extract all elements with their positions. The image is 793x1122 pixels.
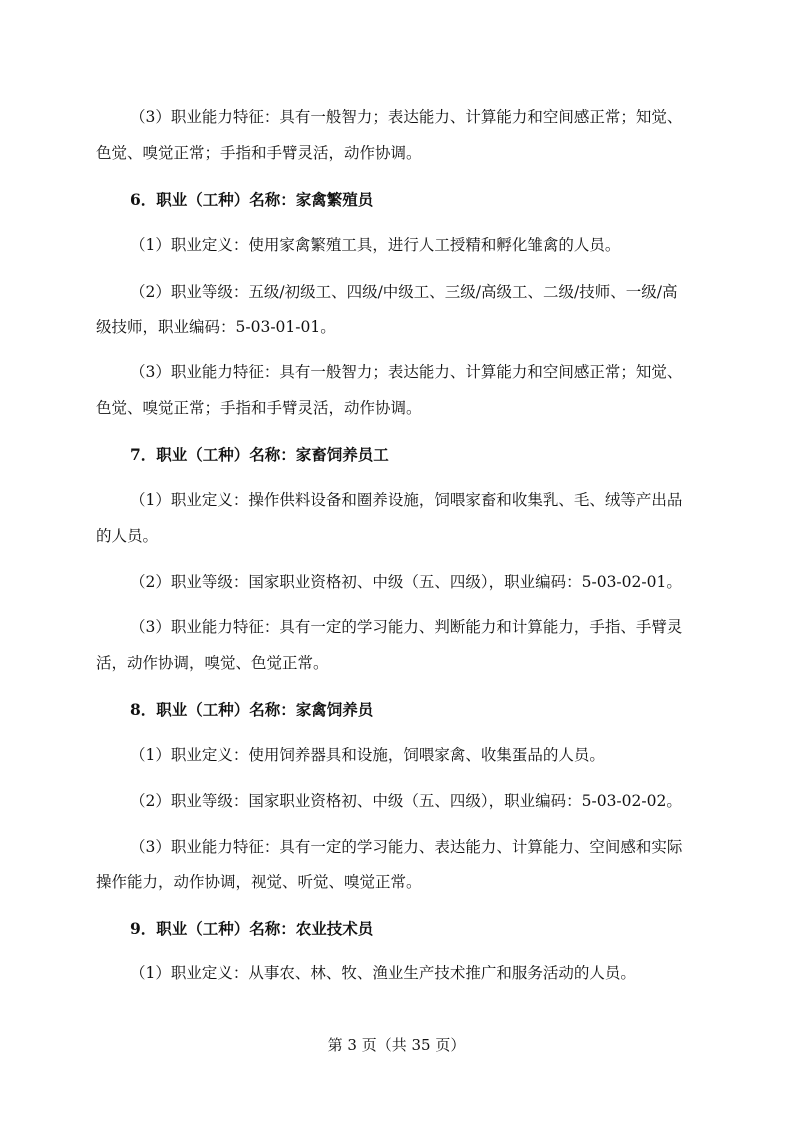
paragraph-line: （3）职业能力特征：具有一定的学习能力、判断能力和计算能力，手指、手臂灵 — [130, 618, 683, 636]
section-heading-9: 9．职业（工种）名称：农业技术员 — [130, 919, 374, 938]
paragraph-line: 色觉、嗅觉正常；手指和手臂灵活，动作协调。 — [96, 144, 422, 162]
paragraph-line: （3）职业能力特征：具有一定的学习能力、表达能力、计算能力、空间感和实际 — [130, 838, 683, 856]
page-number-footer: 第 3 页（共 35 页） — [327, 1036, 466, 1054]
section-heading-7: 7．职业（工种）名称：家畜饲养员工 — [130, 445, 389, 464]
paragraph-line: （1）职业定义：使用饲养器具和设施，饲喂家禽、收集蛋品的人员。 — [130, 746, 605, 764]
paragraph-line: （2）职业等级：国家职业资格初、中级（五、四级），职业编码：5-03-02-01。 — [130, 573, 682, 591]
section-heading-6: 6．职业（工种）名称：家禽繁殖员 — [130, 190, 374, 209]
section-heading-8: 8．职业（工种）名称：家禽饲养员 — [130, 700, 374, 719]
paragraph-line: （2）职业等级：国家职业资格初、中级（五、四级），职业编码：5-03-02-02。 — [130, 792, 682, 810]
paragraph-line: （1）职业定义：从事农、林、牧、渔业生产技术推广和服务活动的人员。 — [130, 964, 636, 982]
paragraph-line: 色觉、嗅觉正常；手指和手臂灵活，动作协调。 — [96, 399, 422, 417]
paragraph-line: （3）职业能力特征：具有一般智力；表达能力、计算能力和空间感正常；知觉、 — [130, 363, 683, 381]
paragraph-line: 的人员。 — [96, 527, 159, 545]
paragraph-line: （2）职业等级：五级/初级工、四级/中级工、三级/高级工、二级/技师、一级/高 — [130, 283, 678, 301]
paragraph-line: （1）职业定义：使用家禽繁殖工具，进行人工授精和孵化雏禽的人员。 — [130, 236, 621, 254]
paragraph-line: （1）职业定义：操作供料设备和圈养设施，饲喂家畜和收集乳、毛、绒等产出品 — [130, 491, 683, 509]
paragraph-line: 级技师，职业编码：5-03-01-01。 — [96, 318, 336, 336]
paragraph-line: 活，动作协调，嗅觉、色觉正常。 — [96, 654, 329, 672]
paragraph-line: （3）职业能力特征：具有一般智力；表达能力、计算能力和空间感正常；知觉、 — [130, 108, 683, 126]
paragraph-line: 操作能力，动作协调，视觉、听觉、嗅觉正常。 — [96, 873, 422, 891]
